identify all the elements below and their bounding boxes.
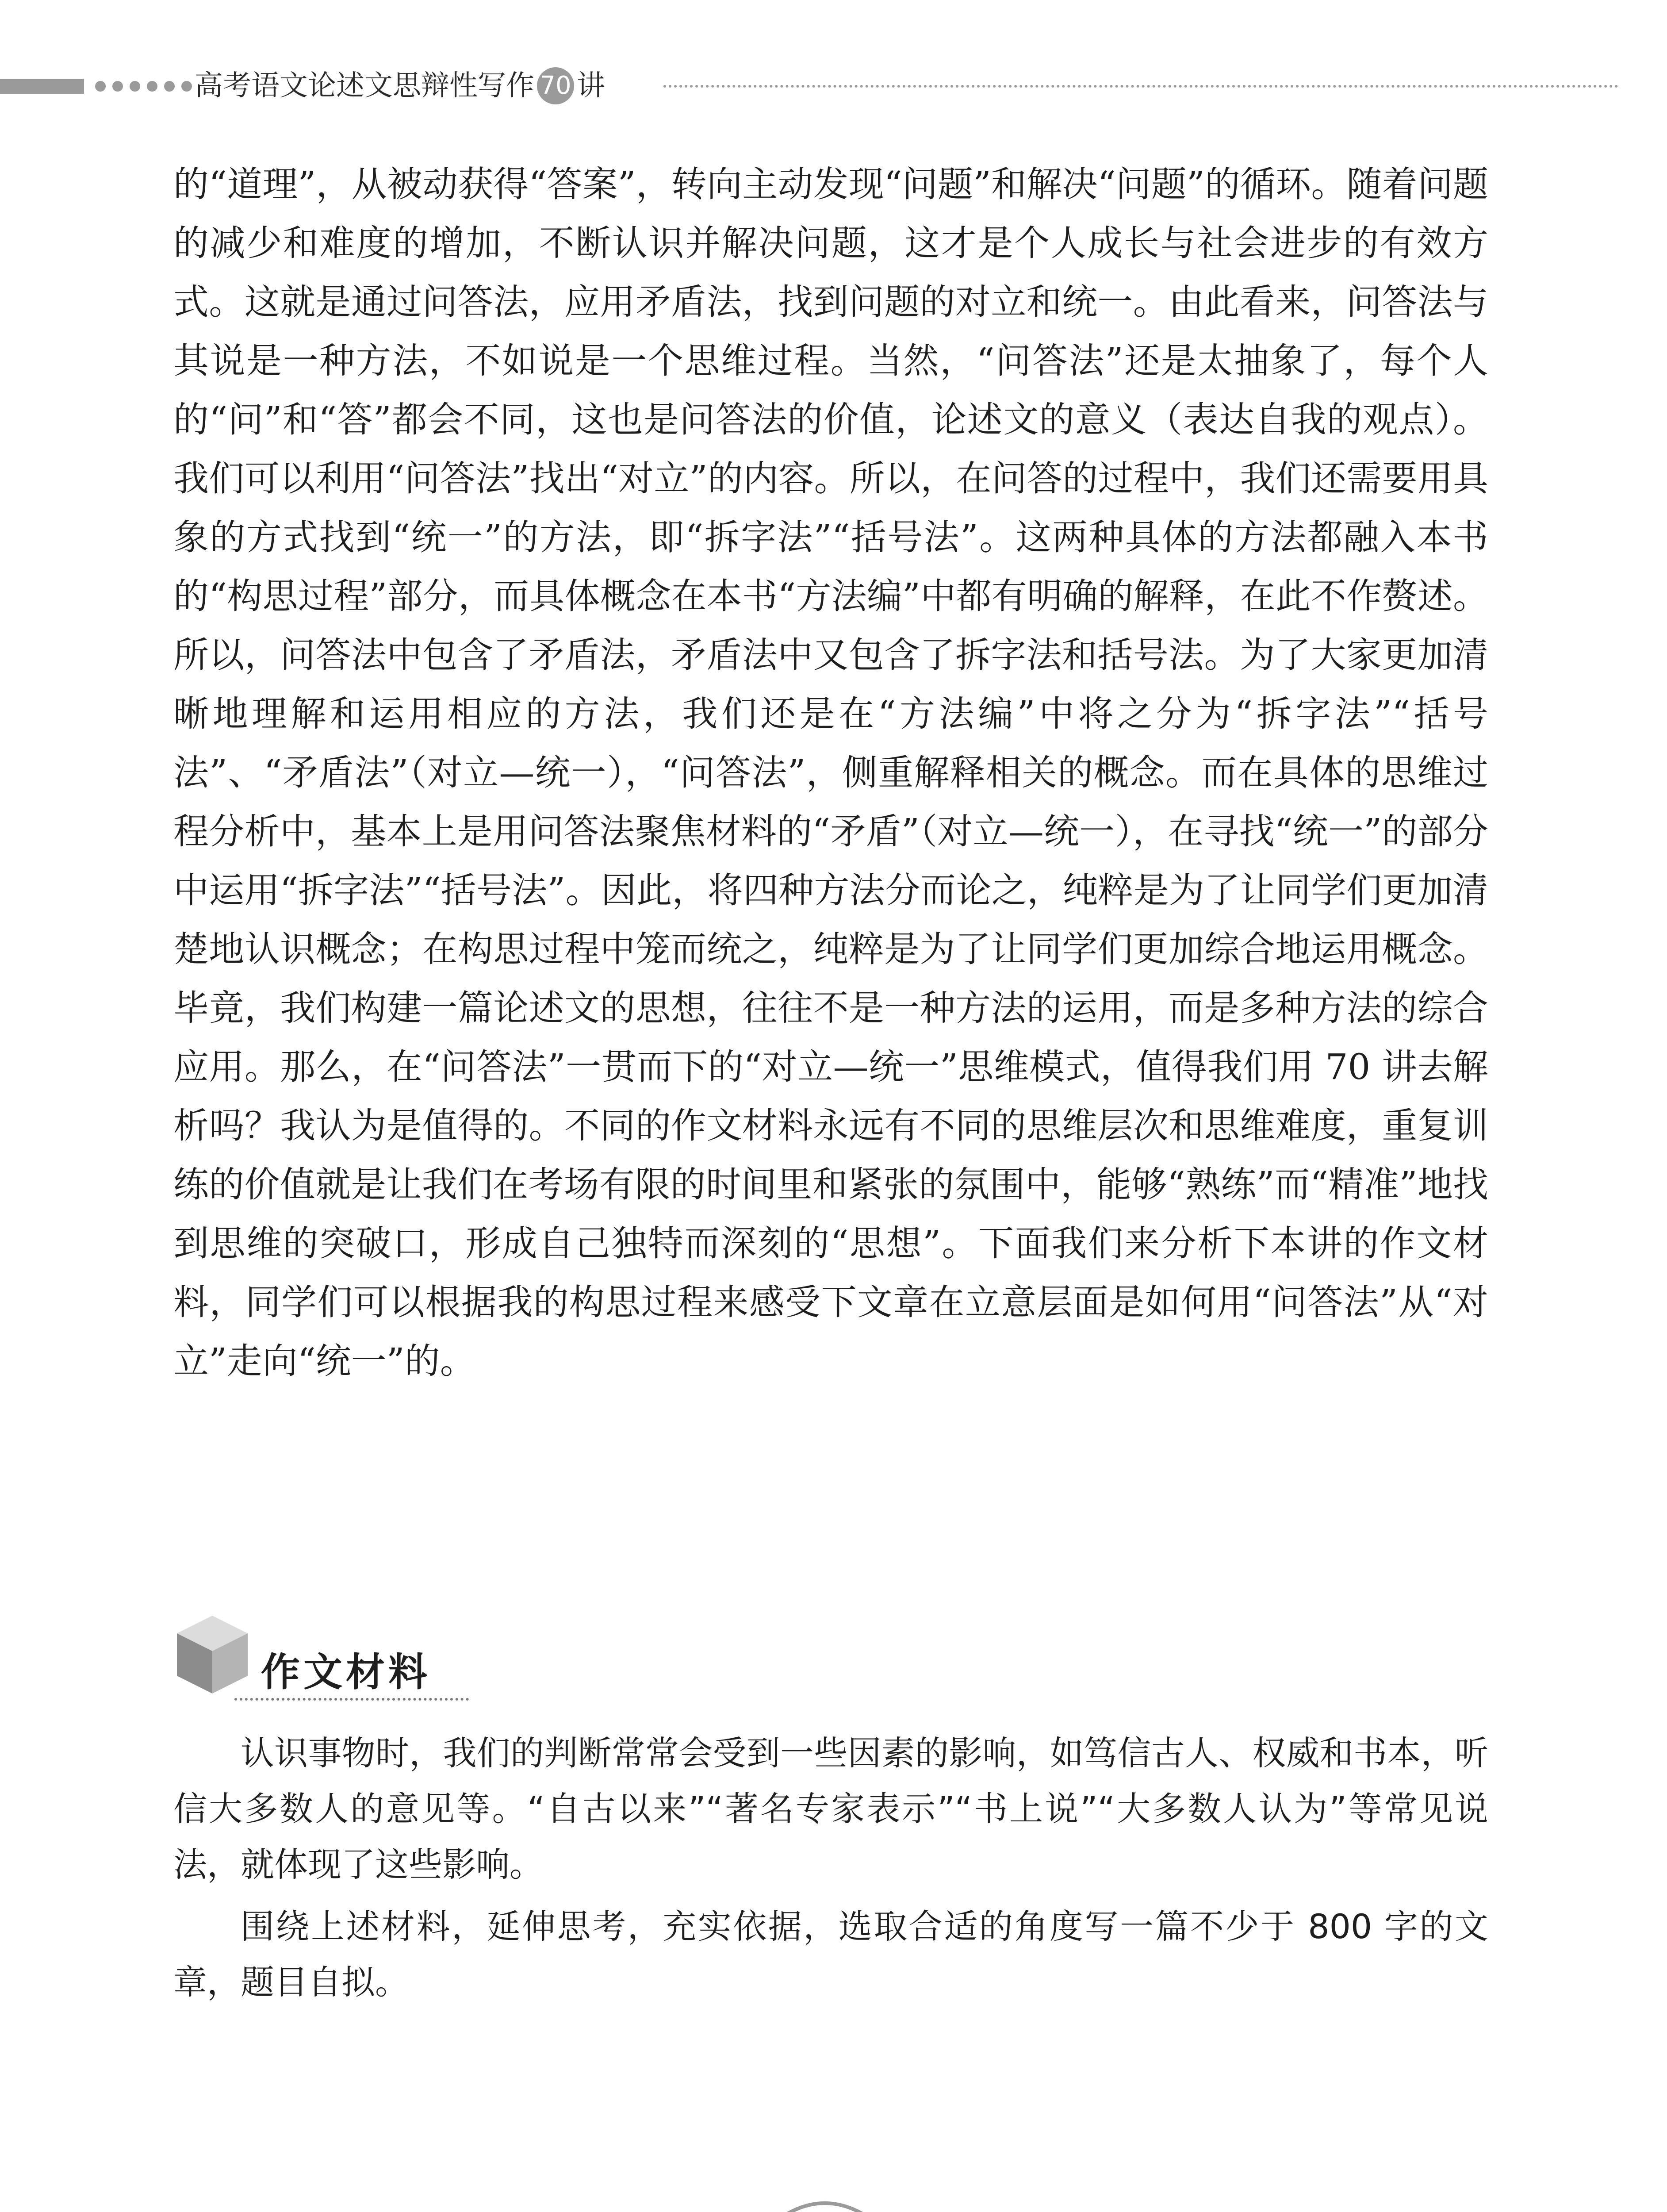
page-footer (767, 2190, 882, 2212)
essay-material (173, 1725, 1488, 2010)
page-header (0, 0, 1667, 133)
section-heading (168, 1610, 478, 1712)
book-title-number: 70 (537, 67, 574, 104)
header-dot (164, 81, 175, 92)
header-dotted-rule (663, 85, 1618, 88)
book-title-suffix: 讲 (577, 69, 605, 102)
header-dot (181, 81, 192, 92)
material-paragraph: 认识事物时，我们的判断常常会受到一些因素的影响，如笃信古人、权威和书本，听信大多数人的意见等。“自古以来”“著名专家表示”“书上说”“大多数人认为”等常见说法，就体现了这些影响。 (173, 1733, 1488, 1884)
header-bar (0, 79, 84, 94)
header-dot (112, 81, 123, 92)
cube-icon (168, 1610, 257, 1699)
book-title (195, 65, 605, 107)
book-title-prefix: 高考语文论述文思辩性写作 (195, 69, 534, 102)
heading-dotted-rule (234, 1698, 469, 1701)
section-title: 作文材料 (261, 1649, 431, 1695)
page-number-arc (767, 2190, 882, 2212)
header-dot (147, 81, 157, 92)
header-dots (95, 81, 192, 92)
body-paragraph: 的“道理”，从被动获得“答案”，转向主动发现“问题”和解决“问题”的循环。随着问题的减少和难度的增加，不断认识并解决问题，这才是个人成长与社会进步的有效方式。这就是通过问答法，应用矛盾法，找到问题的对立和统一。由此看来，问答法与其说是一种方法，不如说是一个思维过程。当然，“问答法”还是太抽象了，每个人的“问”和“答”都会不同，这也是问答法的价值，论述文的意义（表达自我的观点）。我们可以利用“问答法”找出“对立”的内容。所以，在问答的过程中，我们还需要用具象的方式找到“统一”的方法，即“拆字法”“括号法”。这两种具体的方法都融入本书的“构思过程”部分，而具体概念在本书“方法编”中都有明确的解释，在此不作赘述。所以，问答法中包含了矛盾法，矛盾法中又包含了拆字法和括号法。为了大家更加清晰地理解和运用相应的方法，我们还是在“方法编”中将之分为“拆字法”“括号法”、“矛盾法”（对立—统一），“问答法”，侧重解释相关的概念。而在具体的思维过程分析中，基本上是用问答法聚焦材料的“矛盾”（对立—统一），在寻找“统一”的部分中运用“拆字法”“括号法”。因此，将四种方法分而论之，纯粹是为了让同学们更加清楚地认识概念；在构思过程中笼而统之，纯粹是为了让同学们更加综合地运用概念。毕竟，我们构建一篇论述文的思想，往往不是一种方法的运用，而是多种方法的综合应用。那么，在“问答法”一贯而下的“对立—统一”思维模式，值得我们用 70 讲去解析吗？我认为是值得的。不同的作文材料永远有不同的思维层次和思维难度，重复训练的价值就是让我们在考场有限的时间里和紧张的氛围中，能够“熟练”而“精准”地找到思维的突破口，形成自己独特而深刻的“思想”。下面我们来分析下本讲的作文材料，同学们可以根据我的构思过程来感受下文章在立意层面是如何用“问答法”从“对立”走向“统一”的。 (173, 164, 1488, 1382)
header-dot (95, 81, 106, 92)
task-paragraph: 围绕上述材料，延伸思考，充实依据，选取合适的角度写一篇不少于 800 字的文章，题目自拟。 (173, 1907, 1488, 2002)
header-dot (130, 81, 140, 92)
